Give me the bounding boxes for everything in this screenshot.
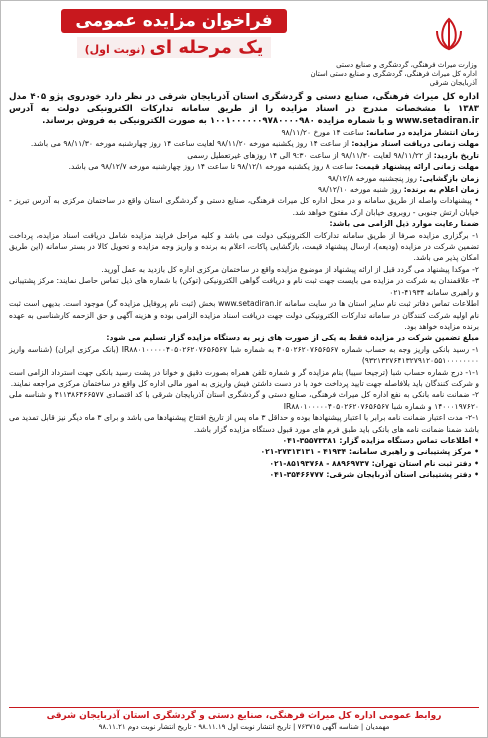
schedule-text: روز شنبه مورخه ۹۸/۱۲/۱۰ — [318, 185, 404, 195]
contact-value: ۴۱۹۳۴ - ۲۷۳۱۳۱۳۱-۰۲۱ — [260, 447, 349, 457]
body-paragraph: ضمنا رعایت موارد ذیل الزامی می باشد: — [329, 219, 479, 229]
schedule-label: مهلت زمانی ارائه پیشنهاد قیمت: — [355, 162, 479, 172]
government-lines — [287, 61, 477, 88]
header — [9, 7, 479, 89]
body-paragraph: ۲- ضمانت نامه بانکی به نفع اداره کل میراث فرهنگی، صنایع دستی و گردشگری استان آذربایجان شرقی با کد اقتصادی ۴۱۱۳۸۶۴۶۶۵۷۷ و شناسه ملی ۱۴۰۰۰۱۹۷۶۲۰ و شماره شبا IR۸۸۰۱۰۰۰۰۰۴۰۵۰۲۶۲۰۷۶۵۶۵۶۷ — [9, 390, 479, 411]
footer-title: روابط عمومی اداره کل میراث فرهنگی، صنایع دستی و گردشگری استان آذربایجان شرقی — [9, 707, 479, 721]
body-paragraph: ۲-۱- مدت اعتبار ضمانت نامه برابر با اعتبار پیشنهادها بوده و حداقل ۳ ماه پس از تاریخ افتتاح پیشنهادها می باشد و برای ۳ ماه دیگر نیز قابل تمدید می باشد ضمنا ضمانت نامه های بانکی باید طبق فرم های مورد قبول دستگاه مزایده گزار باشد. — [9, 413, 479, 434]
schedule-line — [9, 127, 479, 138]
subtitle-round: (نوبت اول) — [84, 43, 146, 56]
title-box — [49, 9, 299, 58]
footer-meta: مهمدیان | شناسه آگهی ۷۶۳۷۱۵ | تاریخ انتشار نوبت اول ۹۸.۱۱.۱۹ - تاریخ انتشار نوبت دوم ۹۸.۱۱.۲۱ — [98, 723, 390, 731]
contact-line — [9, 435, 479, 446]
contact-line — [9, 469, 479, 480]
contacts — [9, 435, 479, 481]
iran-emblem-icon — [429, 15, 469, 55]
contact-label: • مرکز پشتیبانی و راهبری سامانه: — [348, 447, 479, 457]
body-paragraph: اطلاعات تماس دفاتر ثبت نام سایر استان ها در سایت سامانه www.setadiran.ir بخش (ثبت نام پروفایل مزایده گر) موجود است. بدیهی است ثبت نام اولیه شرکت کنندگان در سامانه تدارکات الکترونیکی دولت جهت دریافت اسناد مزایده الزامی بوده و هزینه آگهی و حق الزحمه کارشناسی به عهده برنده مزایده خواهد بود. — [9, 299, 479, 331]
subtitle-text: یک مرحله ای — [149, 37, 264, 58]
schedule-text: از ۹۸/۱۱/۲۲ لغایت ۹۸/۱۱/۳۰ از ساعت ۹:۳۰ الی ۱۴ روزهای غیرتعطیل رسمی — [187, 150, 434, 160]
schedule-line — [9, 184, 479, 195]
page-subtitle — [77, 37, 272, 58]
body-paragraph: • پیشنهادات واصله از طریق سامانه و در محل اداره کل میراث فرهنگی، صنایع دستی و گردشگری استان واقع در ساختمان مرکزی به آدرس تبریز - خیابان ارتش جنوبی - روبروی خیابان ارک مفتوح خواهد شد. — [9, 196, 479, 217]
contact-line — [9, 446, 479, 457]
body-paragraph: ۳- علاقمندان به شرکت در مزایده می بایست جهت ثبت نام و دریافت گواهی الکترونیکی (توکن) با شماره های ذیل تماس حاصل نمایند: مرکز پشتیبانی و راهبری سامانه ۴۱۹۳۴-۰۲۱ — [9, 276, 479, 297]
schedule-text: ساعت ۱۴ مورخ ۹۸/۱۱/۲۰ — [281, 128, 367, 137]
contact-label: • دفتر ثبت نام استان تهران: — [371, 458, 479, 468]
body-paragraph: ۱- برگزاری مزایده صرفا از طریق سامانه تدارکات الکترونیکی دولت می باشد و کلیه مراحل فرایند مزایده شامل دریافت اسناد مزایده، پرداخت تضمین شرکت در مزایده (ودیعه)، ارسال پیشنهاد قیمت، بازگشایی پاکات، اعلام به برنده و واریز وجه مزایده و تحویل کالا در بستر سامانه (این طریق امکان پذیر می باشد. — [9, 230, 479, 263]
contact-line — [9, 458, 479, 469]
body-paragraphs — [9, 195, 479, 435]
contact-value: ۳۵۴۶۶۷۷۷-۰۴۱ — [269, 470, 327, 480]
schedule-label: تاریخ بازدید: — [433, 150, 479, 160]
schedule-text: ساعت ۸ روز یکشنبه مورخه ۹۸/۱۲/۱ تا ساعت ۱۴ روز چهارشنبه مورخه ۹۸/۱۲/۷ می باشد. — [68, 162, 356, 172]
body-paragraph: مبلغ تضمین شرکت در مزایده فقط به یکی از صورت های زیر به دستگاه مزایده گزار تسلیم می شود: — [106, 333, 479, 343]
schedule-lines — [9, 127, 479, 195]
schedule-line — [9, 138, 479, 149]
ministry-name: وزارت میراث فرهنگی، گردشگری و صنایع دستی — [336, 61, 477, 69]
body-paragraph: ۱-۱- درج شماره حساب شبا (ترجیحا سیبا) بنام مزایده گر و شماره تلفن همراه بصورت دقیق و خوانا در پشت رسید بانکی جهت استرداد الزامی است و شرکت کنندگان باید بلافاصله جهت تایید پرداخت خود با در دست داشتن فیش واریزی به امور مالی اداره کل واقع در ساختمان مرکزی مراجعه نمایند. — [9, 367, 479, 388]
schedule-line — [9, 173, 479, 184]
schedule-label: زمان اعلام به برنده: — [403, 185, 479, 195]
page-title: فراخوان مزایده عمومی — [61, 9, 286, 33]
schedule-line — [9, 150, 479, 161]
schedule-label: مهلت زمانی دریافت اسناد مزایده: — [351, 139, 479, 149]
footer — [9, 707, 479, 731]
schedule-line — [9, 161, 479, 172]
schedule-text: روز پنجشنبه مورخه ۹۸/۱۲/۸ — [327, 173, 420, 183]
schedule-label: زمان بازگشایی: — [419, 173, 479, 183]
contact-label: • دفتر پشتیبانی استان آذربایجان شرقی: — [326, 470, 479, 480]
contact-value: ۳۵۵۷۳۳۸۱-۰۴۱ — [282, 435, 340, 445]
schedule-label: زمان انتشار مزایده در سامانه: — [366, 128, 479, 137]
schedule-text: از ساعت ۱۴ روز یکشنبه مورخه ۹۸/۱۱/۲۰ لغایت ساعت ۱۴ روز چهارشنبه مورخه ۹۸/۱۱/۳۰ می باشد. — [30, 139, 352, 149]
contact-value: ۸۸۹۶۹۷۳۷ - ۸۵۱۹۳۷۶۸-۰۲۱ — [269, 458, 372, 468]
intro-paragraph: اداره کل میراث فرهنگی، صنایع دستی و گردشگری استان آذربایجان شرقی در نظر دارد خودروی پژو ۴۰۵ مدل ۱۳۸۳ با مشخصات مندرج در اسناد مزایده را از طریق سامانه تدارکات الکترونیکی دولت به آدرس www.setadiran.ir و با شماره مزایده ۱۰۰۱۰۰۰۰۰۰۹۷۸۰۰۰۰۹۸۰ به صورت الکترونیکی به فروش برساند. — [9, 92, 480, 126]
department-name: اداره کل میراث فرهنگی، گردشگری و صنایع دستی استان آذربایجان شرقی — [310, 70, 477, 87]
contact-label: • اطلاعات تماس دستگاه مزایده گزار: — [339, 435, 479, 445]
body-paragraph: ۱- رسید بانکی واریز وجه به حساب شماره ۴۰۵۰۲۶۲۰۷۶۵۶۵۶۷ به شماره شبا IR۸۸۰۱۰۰۰۰۰۴۰۵۰۲۶۲۰۷۶۵۶۵۶۷ (بانک مرکزی ایران) (شناسه واریز ۹۳۲۱۳۲۷۶۴۱۳۲۷۹۱۲۰۵۵۱۰۰۰۰۰۰۰۰) — [9, 344, 479, 366]
body-paragraph: ۲- موکدا پیشنهاد می گردد قبل از ارائه پیشنهاد از موضوع مزایده واقع در ساختمان مرکزی اداره کل بازدید به عمل آورید. — [101, 264, 479, 274]
